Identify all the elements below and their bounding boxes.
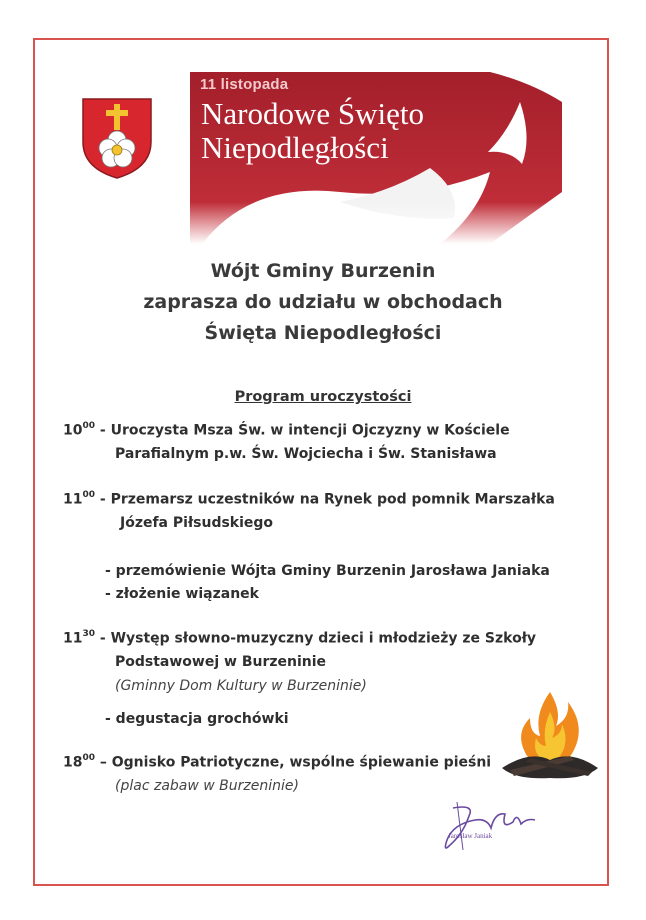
- program-subitem-soup: - degustacja grochówki: [105, 711, 289, 727]
- program-item-2-cont: Józefa Piłsudskiego: [120, 515, 274, 531]
- program-item-1: $10^{00}$ - Uroczysta Msza Św. w intencji Ojczyzny w Kościele: [63, 421, 510, 439]
- program-item-1-cont: Parafialnym p.w. Św. Wojciecha i Św. Stanisława: [115, 446, 497, 462]
- program-item-2: $11^{00}$ - Przemarsz uczestników na Rynek pod pomnik Marszałka: [63, 490, 555, 508]
- banner-title-line2: Niepodległości: [201, 130, 389, 165]
- program-item-3-note: (Gminny Dom Kultury w Burzeninie): [115, 678, 367, 694]
- program-item-3: $11^{30}$ - Występ słowno-muzyczny dzieci i młodzieży ze Szkoły: [63, 629, 537, 647]
- program-subitem-wreaths: - złożenie wiązanek: [105, 586, 259, 602]
- program-item-4-note: (plac zabaw w Burzeninie): [115, 778, 299, 794]
- invitation-heading-line2: zaprasza do udziału w obchodach: [143, 291, 503, 313]
- program-item-3-cont: Podstawowej w Burzeninie: [115, 654, 327, 670]
- bonfire-icon: [500, 688, 600, 784]
- banner-title-line1: Narodowe Święto: [201, 96, 424, 131]
- invitation-heading-line3: Święta Niepodległości: [204, 322, 442, 344]
- coat-of-arms-icon: [80, 96, 154, 180]
- banner-date: 11 listopada: [200, 76, 289, 93]
- program-title: Program uroczystości: [234, 389, 412, 405]
- signature-image: [435, 800, 545, 856]
- program-subitem-speech: - przemówienie Wójta Gminy Burzenin Jarosława Janiaka: [105, 563, 550, 579]
- program-item-4: $18^{00}$ – Ognisko Patriotyczne, wspólne śpiewanie pieśni: [63, 753, 492, 771]
- signature-name: Jarosław Janiak: [448, 832, 493, 840]
- invitation-heading-line1: Wójt Gminy Burzenin: [210, 260, 436, 282]
